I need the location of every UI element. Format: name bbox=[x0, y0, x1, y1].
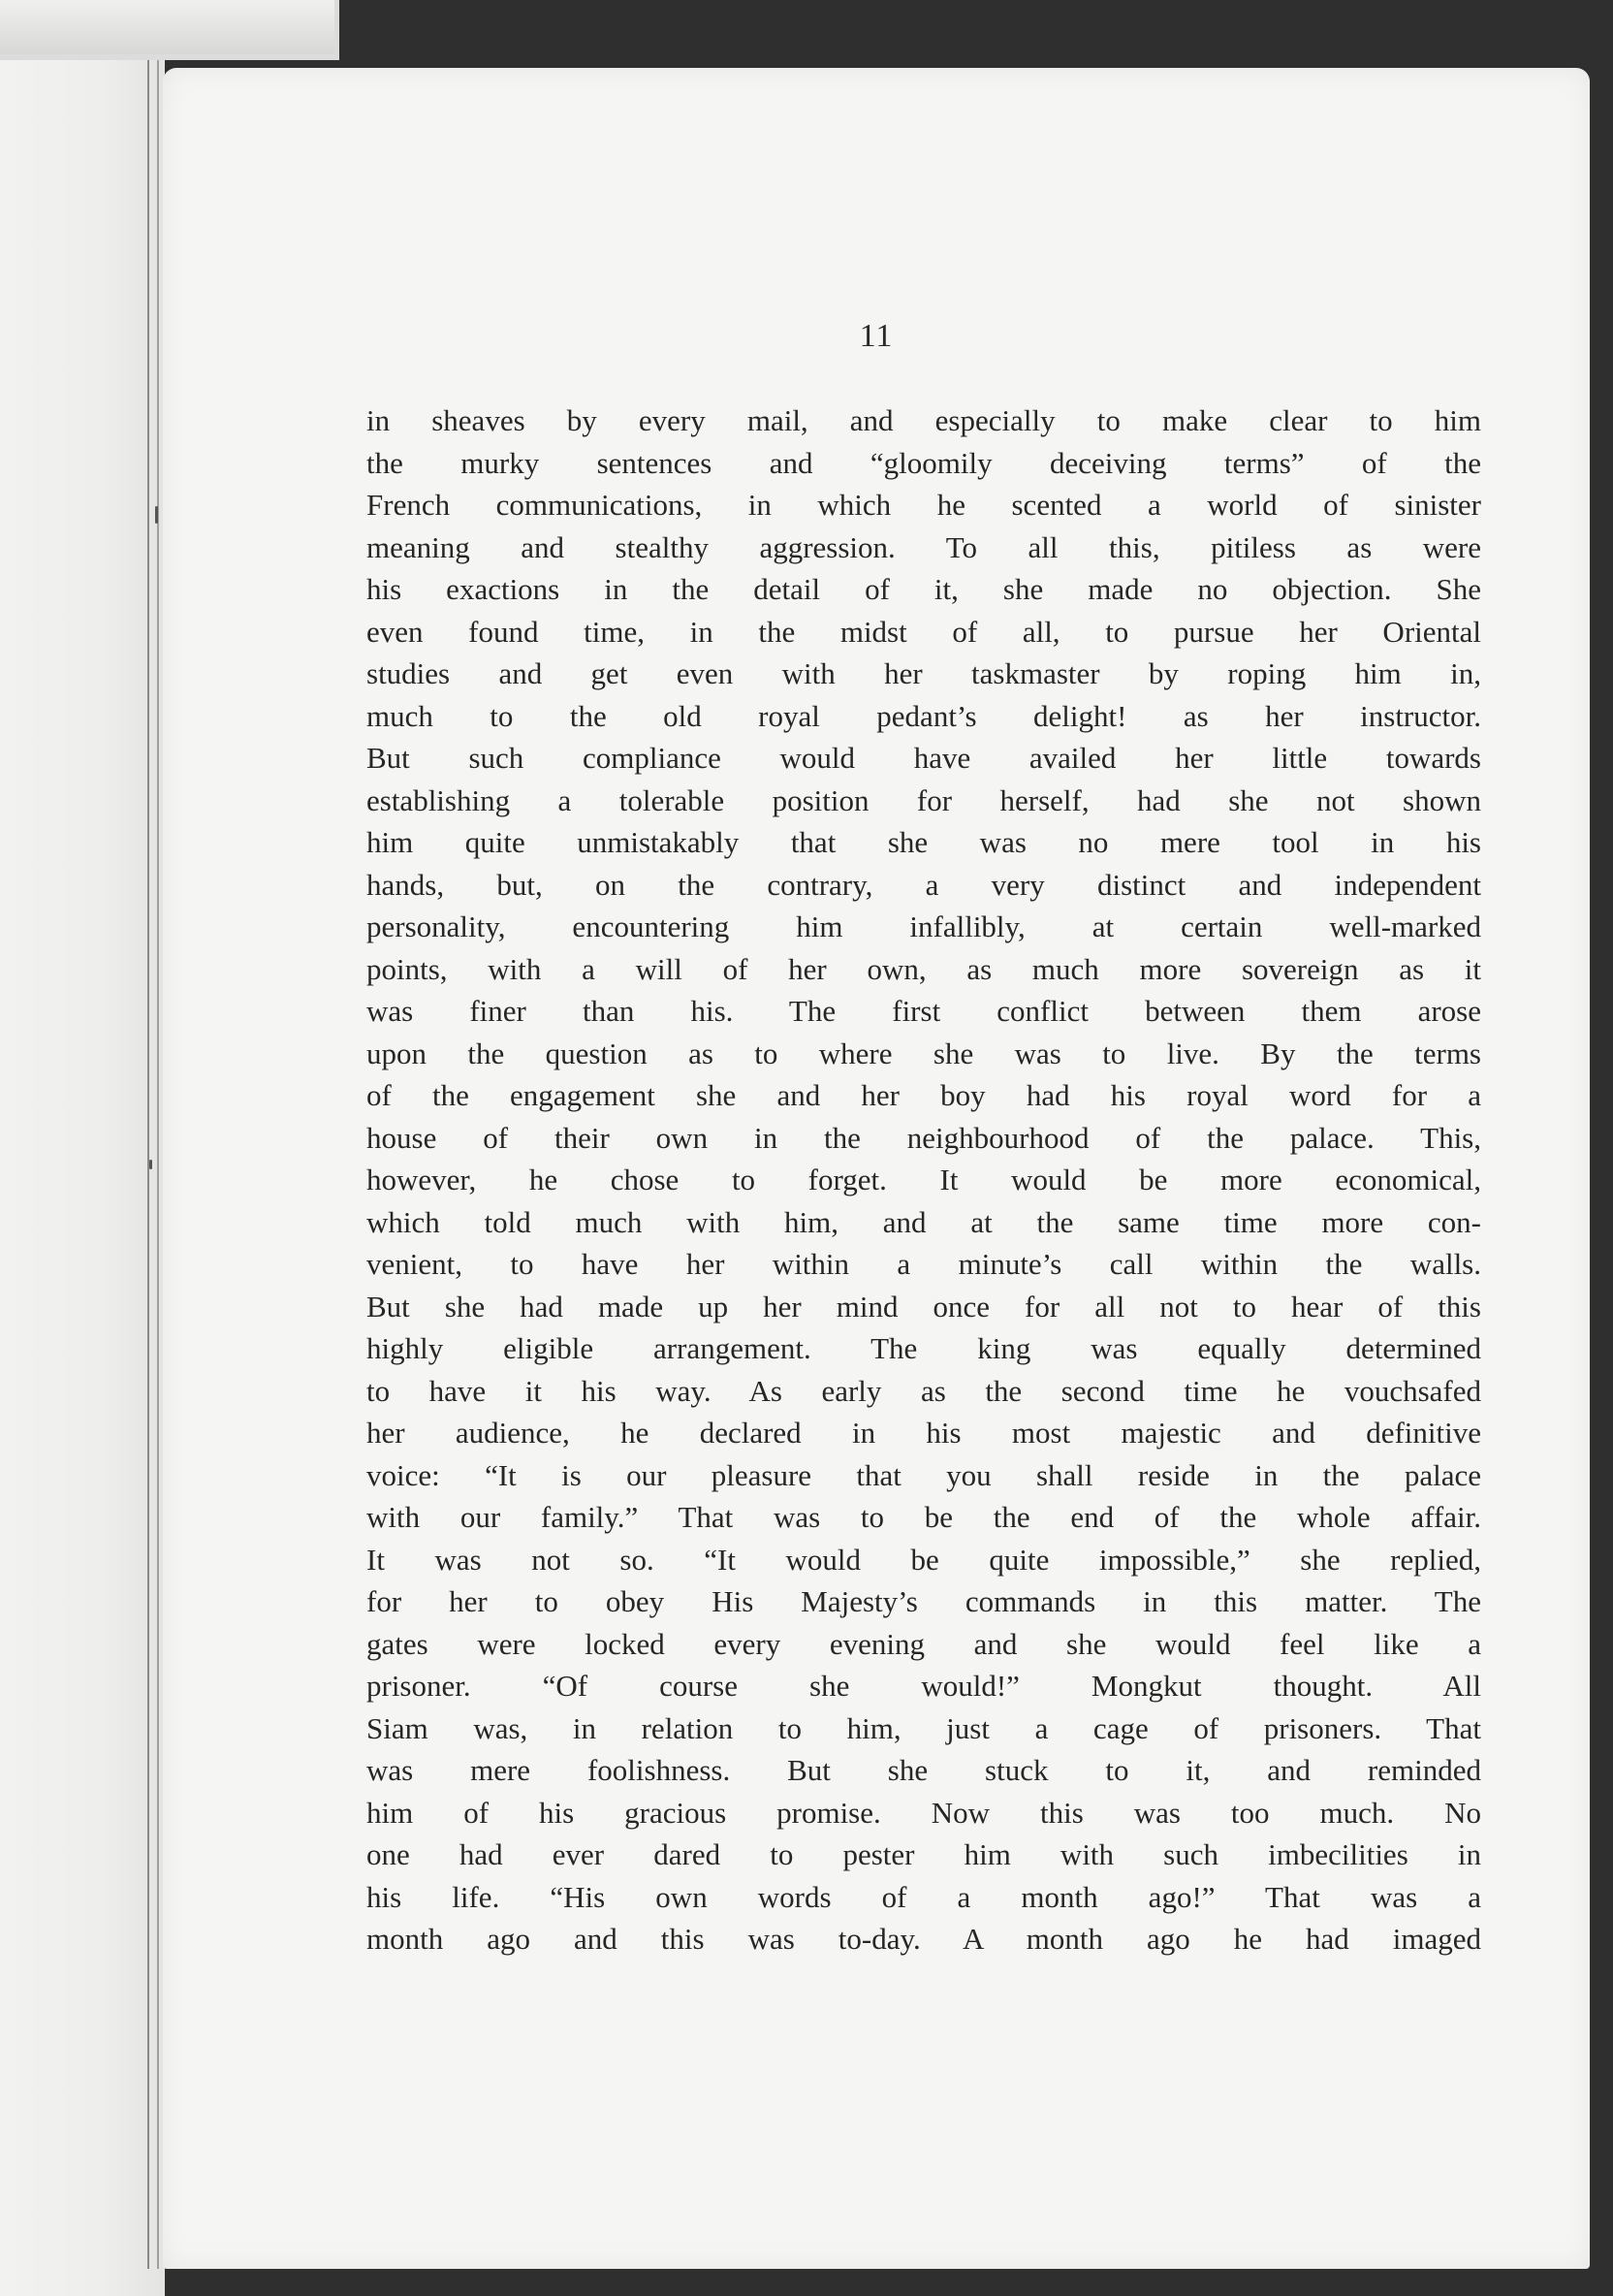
text-line: was mere foolishness. But she stuck to it, and reminded bbox=[366, 1753, 1481, 1787]
previous-page-corner-surface bbox=[0, 0, 334, 54]
text-line: It was not so. “It would be quite impossible,” she replied, bbox=[366, 1542, 1481, 1577]
text-line: venient, to have her within a minute’s call within the walls. bbox=[366, 1247, 1481, 1281]
text-line: house of their own in the neighbourhood of the palace. This, bbox=[366, 1120, 1481, 1155]
text-line: prisoner. “Of course she would!” Mongkut thought. All bbox=[366, 1669, 1481, 1703]
text-line: him quite unmistakably that she was no mere tool in his bbox=[366, 825, 1481, 859]
text-line: hands, but, on the contrary, a very distinct and independent bbox=[366, 867, 1481, 902]
text-line: establishing a tolerable position for herself, had she not shown bbox=[366, 782, 1481, 817]
text-line: But such compliance would have availed her little towards bbox=[366, 741, 1481, 775]
scan-artifact-mark bbox=[149, 1160, 152, 1169]
text-line: was finer than his. The first conflict between them arose bbox=[366, 994, 1481, 1028]
text-line: personality, encountering him infallibly, at certain well-marked bbox=[366, 909, 1481, 943]
text-line: her audience, he declared in his most majestic and definitive bbox=[366, 1416, 1481, 1450]
previous-page-corner bbox=[0, 0, 339, 60]
binding-line bbox=[147, 39, 149, 2269]
text-line: which told much with him, and at the same time more con- bbox=[366, 1204, 1481, 1239]
text-line: to have it his way. As early as the second time he vouchsafed bbox=[366, 1373, 1481, 1408]
text-line: voice: “It is our pleasure that you shall reside in the palace bbox=[366, 1457, 1481, 1492]
text-line: highly eligible arrangement. The king was equally determined bbox=[366, 1331, 1481, 1365]
text-line: his exactions in the detail of it, she made no objection. She bbox=[366, 572, 1481, 606]
text-line: much to the old royal pedant’s delight! as her instructor. bbox=[366, 698, 1481, 733]
text-line: French communications, in which he scented a world of sinister bbox=[366, 488, 1481, 522]
text-line: of the engagement she and her boy had his royal word for a bbox=[366, 1078, 1481, 1112]
text-line: gates were locked every evening and she would feel like a bbox=[366, 1626, 1481, 1661]
text-line: Siam was, in relation to him, just a cage of prisoners. That bbox=[366, 1710, 1481, 1745]
text-line: But she had made up her mind once for all not to hear of this bbox=[366, 1289, 1481, 1323]
text-line: month ago and this was to-day. A month ago he had imaged bbox=[366, 1922, 1481, 1956]
text-line: in sheaves by every mail, and especially to make clear to him bbox=[366, 403, 1481, 437]
text-line: one had ever dared to pester him with such imbecilities in bbox=[366, 1837, 1481, 1871]
text-line: with our family.” That was to be the end of the whole affair. bbox=[366, 1500, 1481, 1534]
text-line: however, he chose to forget. It would be more economical, bbox=[366, 1163, 1481, 1196]
text-line: even found time, in the midst of all, to pursue her Oriental bbox=[366, 614, 1481, 649]
text-line: points, with a will of her own, as much more sovereign as it bbox=[366, 951, 1481, 986]
text-line: him of his gracious promise. Now this was too much. No bbox=[366, 1795, 1481, 1830]
scan-artifact-mark bbox=[155, 506, 158, 524]
page-body-text bbox=[366, 399, 1481, 1961]
text-line: the murky sentences and “gloomily deceiving terms” of the bbox=[366, 445, 1481, 480]
text-line: meaning and stealthy aggression. To all this, pitiless as were bbox=[366, 529, 1481, 564]
binding-line bbox=[157, 39, 159, 2269]
page-number: 11 bbox=[859, 318, 894, 354]
book-binding-edge bbox=[0, 0, 165, 2296]
text-line: studies and get even with her taskmaster by roping him in, bbox=[366, 656, 1481, 690]
text-line: his life. “His own words of a month ago!” That was a bbox=[366, 1879, 1481, 1914]
book-page bbox=[163, 68, 1590, 2269]
text-line: for her to obey His Majesty’s commands in this matter. The bbox=[366, 1584, 1481, 1618]
text-line: upon the question as to where she was to live. By the terms bbox=[366, 1036, 1481, 1070]
